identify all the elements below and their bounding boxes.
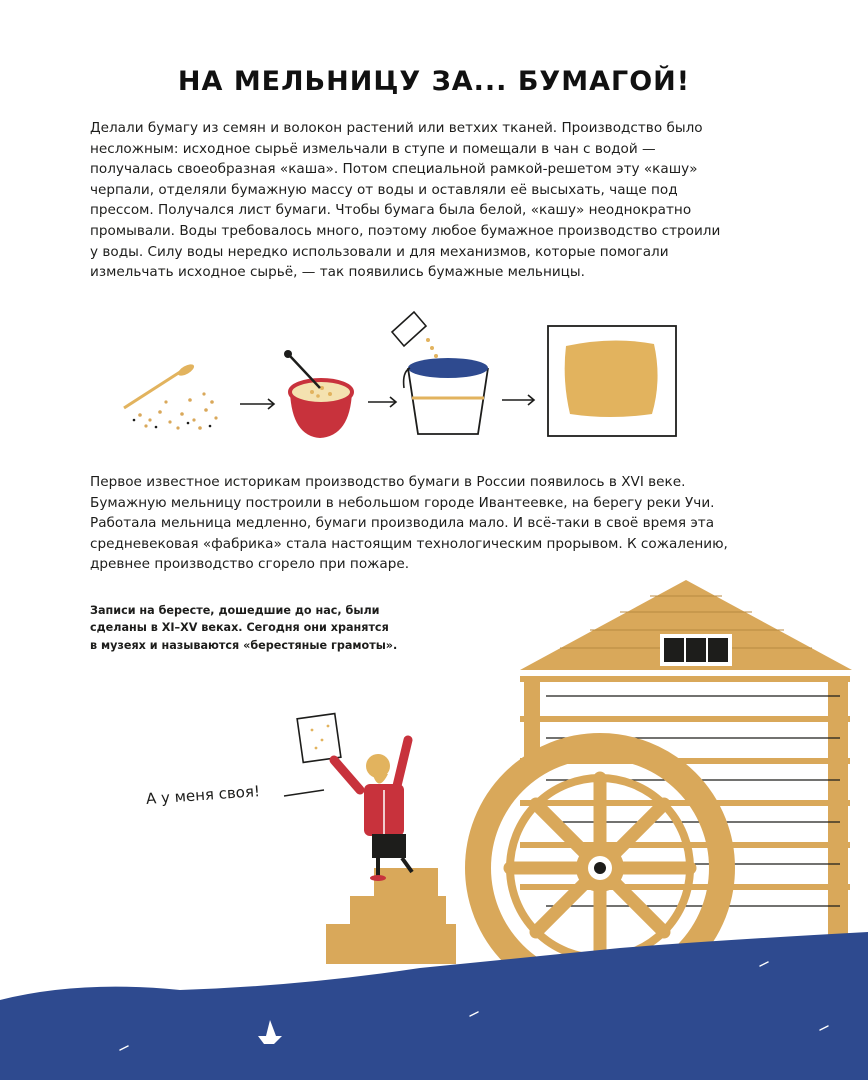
speech-pointer bbox=[284, 790, 324, 796]
man-holding-paper bbox=[297, 714, 412, 881]
page-title: НА МЕЛЬНИЦУ ЗА... БУМАГОЙ! bbox=[177, 66, 691, 97]
intro-paragraph: Делали бумагу из семян и волокон растений или ветхих тканей. Производство было несложным: исходное сырьё измельчали в ступе и помещали в чан с водой — получалась своеобразная «каша». Потом специальной рамкой-решетом эту «кашу» черпали, отделяли бумажную массу от воды и оставляли её высыхать, чаще под прессом. Получался лист бумаги. Чтобы бумага была белой, «кашу» неоднократно промывали. Воды требовалось много, поэтому любое бумажное производство строили у воды. Силу воды нередко использовали и для механизмов, которые помогали измельчать исходное сырьё, — так появились бумажные мельницы. bbox=[90, 120, 721, 281]
arrow-3 bbox=[502, 395, 534, 405]
arrow-2 bbox=[368, 397, 396, 407]
vat-illustration bbox=[392, 312, 488, 434]
history-paragraph: Первое известное историкам производство бумаги в России появилось в XVI веке. Бумажную мельницу построили в небольшом городе Ивантеевке, на берегу реки Учи. Работала мельница медленно, бумаги производила мало. И всё-таки в своё время эта средневековая «фабрика» стала настоящим технологическим прорывом. К сожалению, древнее производство сгорело при пожаре. bbox=[90, 474, 728, 573]
wooden-steps bbox=[326, 868, 456, 964]
birch-bark-note: Записи на бересте, дошедшие до нас, были сделаны в XI–XV веках. Сегодня они хранятся в музеях и называются «берестяные грамоты». bbox=[90, 604, 398, 652]
seeds-wheat-illustration bbox=[124, 362, 218, 430]
arrow-1 bbox=[240, 399, 274, 409]
paper-frame-illustration bbox=[548, 326, 676, 436]
speech-bubble-text: А у меня своя! bbox=[145, 782, 261, 808]
mortar-illustration bbox=[284, 350, 352, 438]
